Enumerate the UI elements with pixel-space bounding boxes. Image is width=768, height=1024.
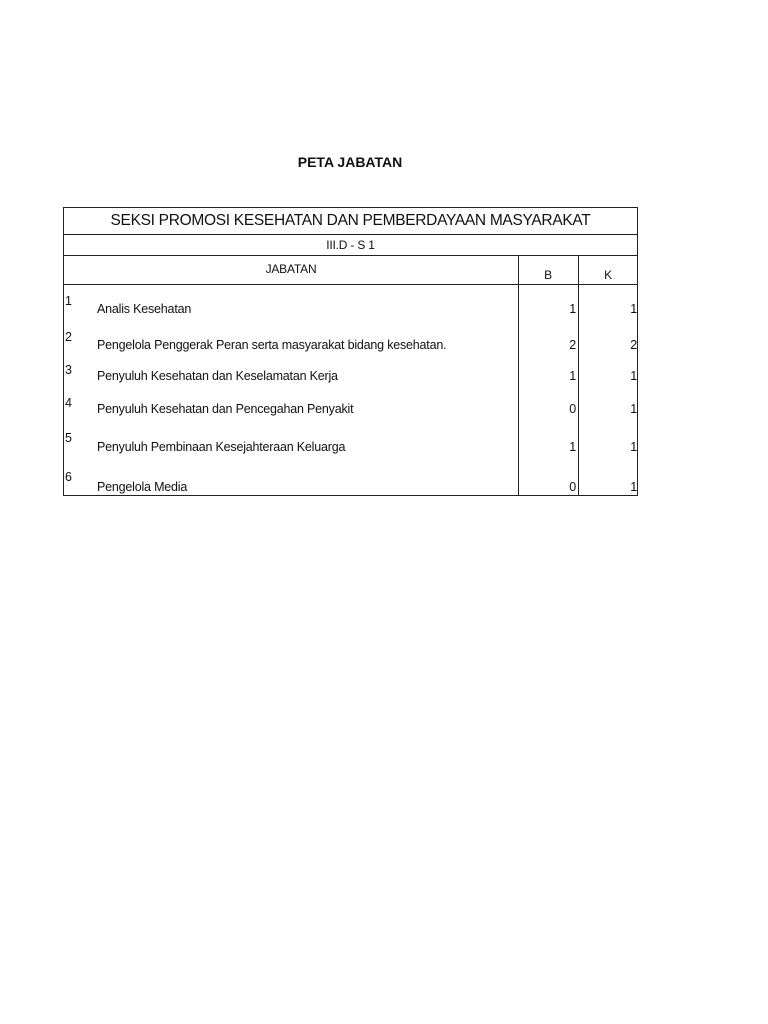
header-b: B <box>544 268 552 282</box>
divider <box>64 284 637 285</box>
row-k: 1 <box>630 302 637 316</box>
row-b: 1 <box>569 302 576 316</box>
row-name: Analis Kesehatan <box>97 302 192 316</box>
row-name: Pengelola Media <box>97 480 188 494</box>
row-name: Penyuluh Kesehatan dan Pencegahan Penyakit <box>97 402 354 416</box>
page-title: PETA JABATAN <box>297 154 403 170</box>
row-b: 1 <box>569 440 576 454</box>
section-code: III.D - S 1 <box>326 238 375 252</box>
row-b: 0 <box>569 402 576 416</box>
row-name: Penyuluh Kesehatan dan Keselamatan Kerja <box>97 369 338 383</box>
row-k: 2 <box>630 338 637 352</box>
row-k: 1 <box>630 480 637 494</box>
row-name: Pengelola Penggerak Peran serta masyarakat bidang kesehatan. <box>97 338 447 352</box>
row-k: 1 <box>630 402 637 416</box>
header-jabatan: JABATAN <box>265 262 317 276</box>
row-k: 1 <box>630 369 637 383</box>
section-title: SEKSI PROMOSI KESEHATAN DAN PEMBERDAYAAN MASYARAKAT <box>110 212 591 229</box>
row-number: 4 <box>65 396 72 410</box>
row-number: 1 <box>65 294 72 308</box>
row-name: Penyuluh Pembinaan Kesejahteraan Keluarga <box>97 440 346 454</box>
row-b: 0 <box>569 480 576 494</box>
row-number: 2 <box>65 330 72 344</box>
job-map-table <box>63 207 638 496</box>
row-number: 5 <box>65 431 72 445</box>
header-k: K <box>604 268 612 282</box>
divider <box>64 255 637 256</box>
row-b: 2 <box>569 338 576 352</box>
row-k: 1 <box>630 440 637 454</box>
row-number: 6 <box>65 470 72 484</box>
divider <box>64 234 637 235</box>
row-b: 1 <box>569 369 576 383</box>
row-number: 3 <box>65 363 72 377</box>
